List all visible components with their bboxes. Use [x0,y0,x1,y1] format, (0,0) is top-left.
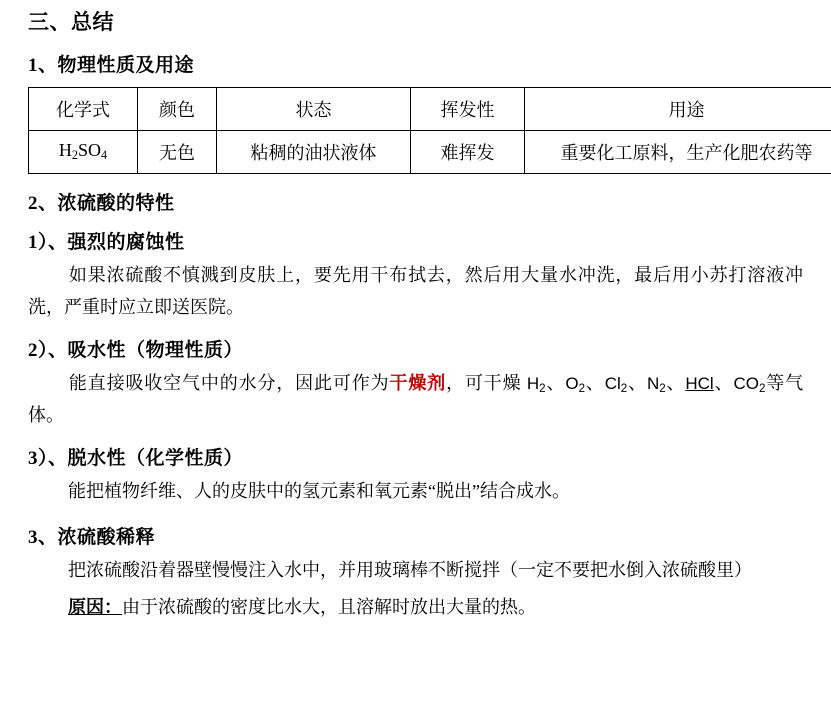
item-3-heading: 3）、脱水性（化学性质） [28,443,831,470]
table-row [29,131,831,174]
gas-base: H [527,374,539,393]
reason-label: 原因： [68,597,122,617]
item-2-text-part3: 等气体。 [28,373,803,425]
gas-sub: 2 [539,383,545,395]
gas-o2 [565,374,585,393]
item-3-text: 能把植物纤维、人的皮肤中的氢元素和氧元素“脱出”结合成水。 [68,481,570,501]
gas-sub: 2 [579,383,585,395]
formula-h: H [59,140,72,160]
item-2-text-part2: ，可干燥 [446,373,527,393]
subsection-2-heading: 2、浓硫酸的特性 [28,188,831,215]
gas-sub: 2 [621,383,627,395]
formula-sub-2: 2 [72,149,78,163]
table-header-cell: 挥发性 [411,88,525,131]
item-2-highlight: 干燥剂 [389,373,446,393]
document-page [0,6,831,728]
gas-separator: 、 [627,373,647,393]
gas-cl2 [605,374,627,393]
gas-sub: 2 [659,383,665,395]
gas-base: N [647,374,659,393]
gas-hcl [685,374,713,393]
reason-text: 由于浓硫酸的密度比水大，且溶解时放出大量的热。 [122,597,536,617]
item-2-text-part1: 能直接吸收空气中的水分，因此可作为 [68,373,389,393]
gas-sub: 2 [759,383,765,395]
table-cell-color: 无色 [138,131,217,174]
table-header-row [29,88,831,131]
properties-table [28,87,831,174]
item-2-paragraph [28,368,803,431]
gas-co2 [733,374,765,393]
table-header-cell: 状态 [217,88,411,131]
gas-separator: 、 [546,373,566,393]
table-header-cell: 颜色 [138,88,217,131]
table-header-cell: 化学式 [29,88,138,131]
formula-so: SO [78,140,101,160]
gas-separator: 、 [666,373,686,393]
gas-base: O [565,374,578,393]
subsection-3-heading: 3、浓硫酸稀释 [28,522,831,549]
item-3-paragraph [28,476,803,508]
table-cell-state: 粘稠的油状液体 [217,131,411,174]
table-cell-use: 重要化工原料，生产化肥农药等 [525,131,831,174]
subsection-3-paragraph [28,555,803,587]
table-cell-formula [29,131,138,174]
item-1-text: 如果浓硫酸不慎溅到皮肤上，要先用干布拭去，然后用大量水冲洗，最后用小苏打溶液冲洗，严重时应立即送医院。 [28,265,803,317]
item-1-heading: 1）、强烈的腐蚀性 [28,227,831,254]
subsection-3-text: 把浓硫酸沿着器壁慢慢注入水中，并用玻璃棒不断搅拌（一定不要把水倒入浓硫酸里） [68,560,752,580]
gas-n2 [647,374,666,393]
gas-separator: 、 [585,373,605,393]
section-heading: 三、总结 [28,6,831,36]
gas-h2 [527,374,546,393]
gas-base: HCl [685,374,713,393]
item-1-paragraph [28,260,803,323]
formula-sub-4: 4 [101,149,107,163]
table-header-cell: 用途 [525,88,831,131]
gas-base: Cl [605,374,621,393]
reason-paragraph [28,592,803,624]
table-cell-volatility: 难挥发 [411,131,525,174]
item-2-heading: 2）、吸水性（物理性质） [28,335,831,362]
subsection-1-heading: 1、物理性质及用途 [28,50,831,77]
gas-base: CO [733,374,759,393]
gas-separator: 、 [714,373,734,393]
